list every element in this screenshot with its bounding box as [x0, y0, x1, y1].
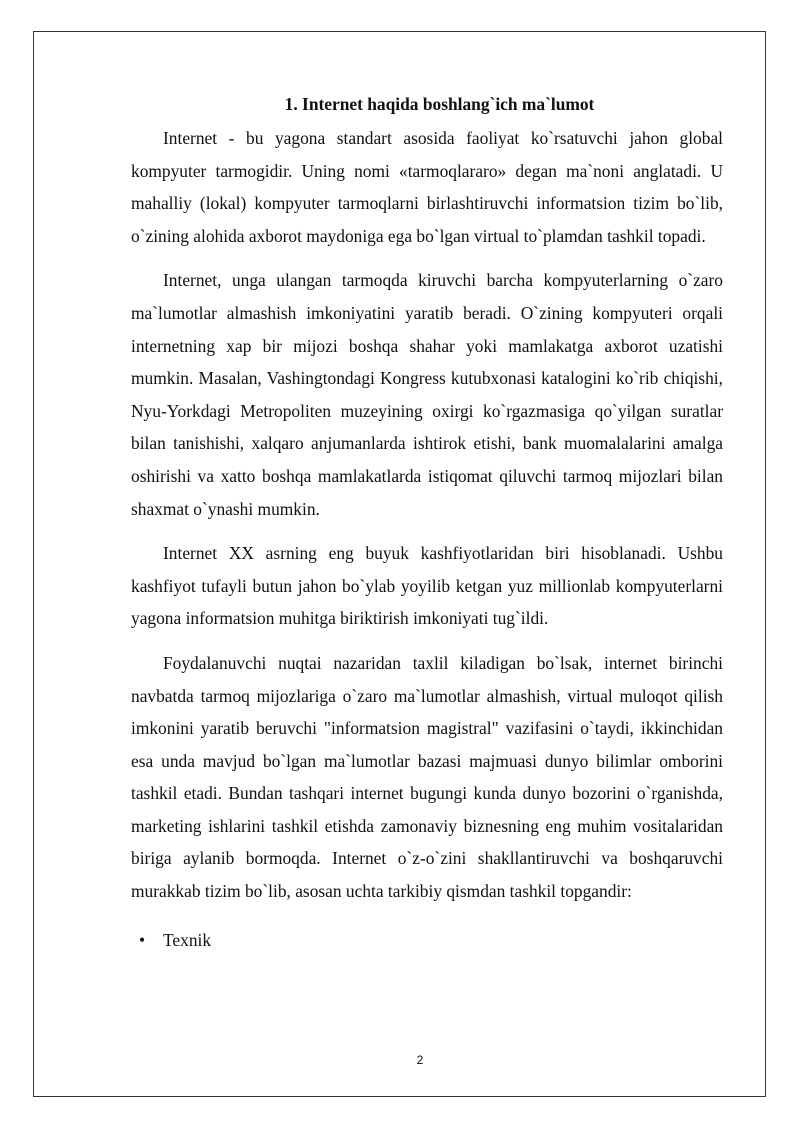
bullet-icon: •	[139, 929, 146, 950]
document-body	[131, 90, 723, 956]
paragraph-2: Internet, unga ulangan tarmoqda kiruvchi barcha kompyuterlarning o`zaro ma`lumotlar almashish imkoniyatini yaratib beradi. O`zining kompyuteri orqali internetning xap bir mijozi boshqa shahar yoki mamlakatga axborot uzatishi mumkin. Masalan, Vashingtondagi Kongress kutubxonasi katalogini ko`rib chiqishi, Nyu-Yorkdagi Metropoliten muzeyining oxirgi ko`rgazmasiga qo`yilgan suratlar bilan tanishishi, xalqaro anjumanlarda ishtirok etishi, bank muomalalarini amalga oshirishi va xatto boshqa mamlakatlarda istiqomat qiluvchi tarmoq mijozlari bilan shaxmat o`ynashi mumkin.	[131, 270, 723, 519]
list-item-text: Texnik	[163, 929, 212, 950]
paragraph-3: Internet XX asrning eng buyuk kashfiyotlaridan biri hisoblanadi. Ushbu kashfiyot tufayli butun jahon bo`ylab yoyilib ketgan yuz millionlab kompyuterlarni yagona informatsion muhitga biriktirish imkoniyati tug`ildi.	[131, 543, 723, 629]
page-number: 2	[416, 1053, 424, 1067]
bullet-list	[131, 924, 723, 957]
paragraph-4: Foydalanuvchi nuqtai nazaridan taxlil kiladigan bo`lsak, internet birinchi navbatda tarmoq mijozlariga o`zaro ma`lumotlar almashish, virtual muloqot qilish imkonini yaratib beruvchi "informatsion magistral" vazifasini o`taydi, ikkinchidan esa unda mavjud bo`lgan ma`lumotlar bazasi majmuasi dunyo bilimlar omborini tashkil etadi. Bundan tashqari internet bugungi kunda dunyo bozorini o`rganishda, marketing ishlarini tashkil etishda zamonaviy biznesning eng muhim vositalaridan biriga aylanib bormoqda. Internet o`z-o`zini shakllantiruvchi va boshqaruvchi murakkab tizim bo`lib, asosan uchta tarkibiy qismdan tashkil topgandir:	[131, 652, 723, 902]
section-title: 1. Internet haqida boshlang`ich ma`lumot	[284, 94, 595, 114]
paragraph-1: Internet - bu yagona standart asosida faoliyat ko`rsatuvchi jahon global kompyuter tarmogidir. Uning nomi «tarmoqlararo» degan ma`noni anglatadi. U mahalliy (lokal) kompyuter tarmoqlarni birlashtiruvchi informatsion tizim bo`lib, o`zining alohida axborot maydoniga ega bo`lgan virtual to`plamdan tashkil topadi.	[131, 128, 723, 246]
list-item	[131, 924, 723, 957]
